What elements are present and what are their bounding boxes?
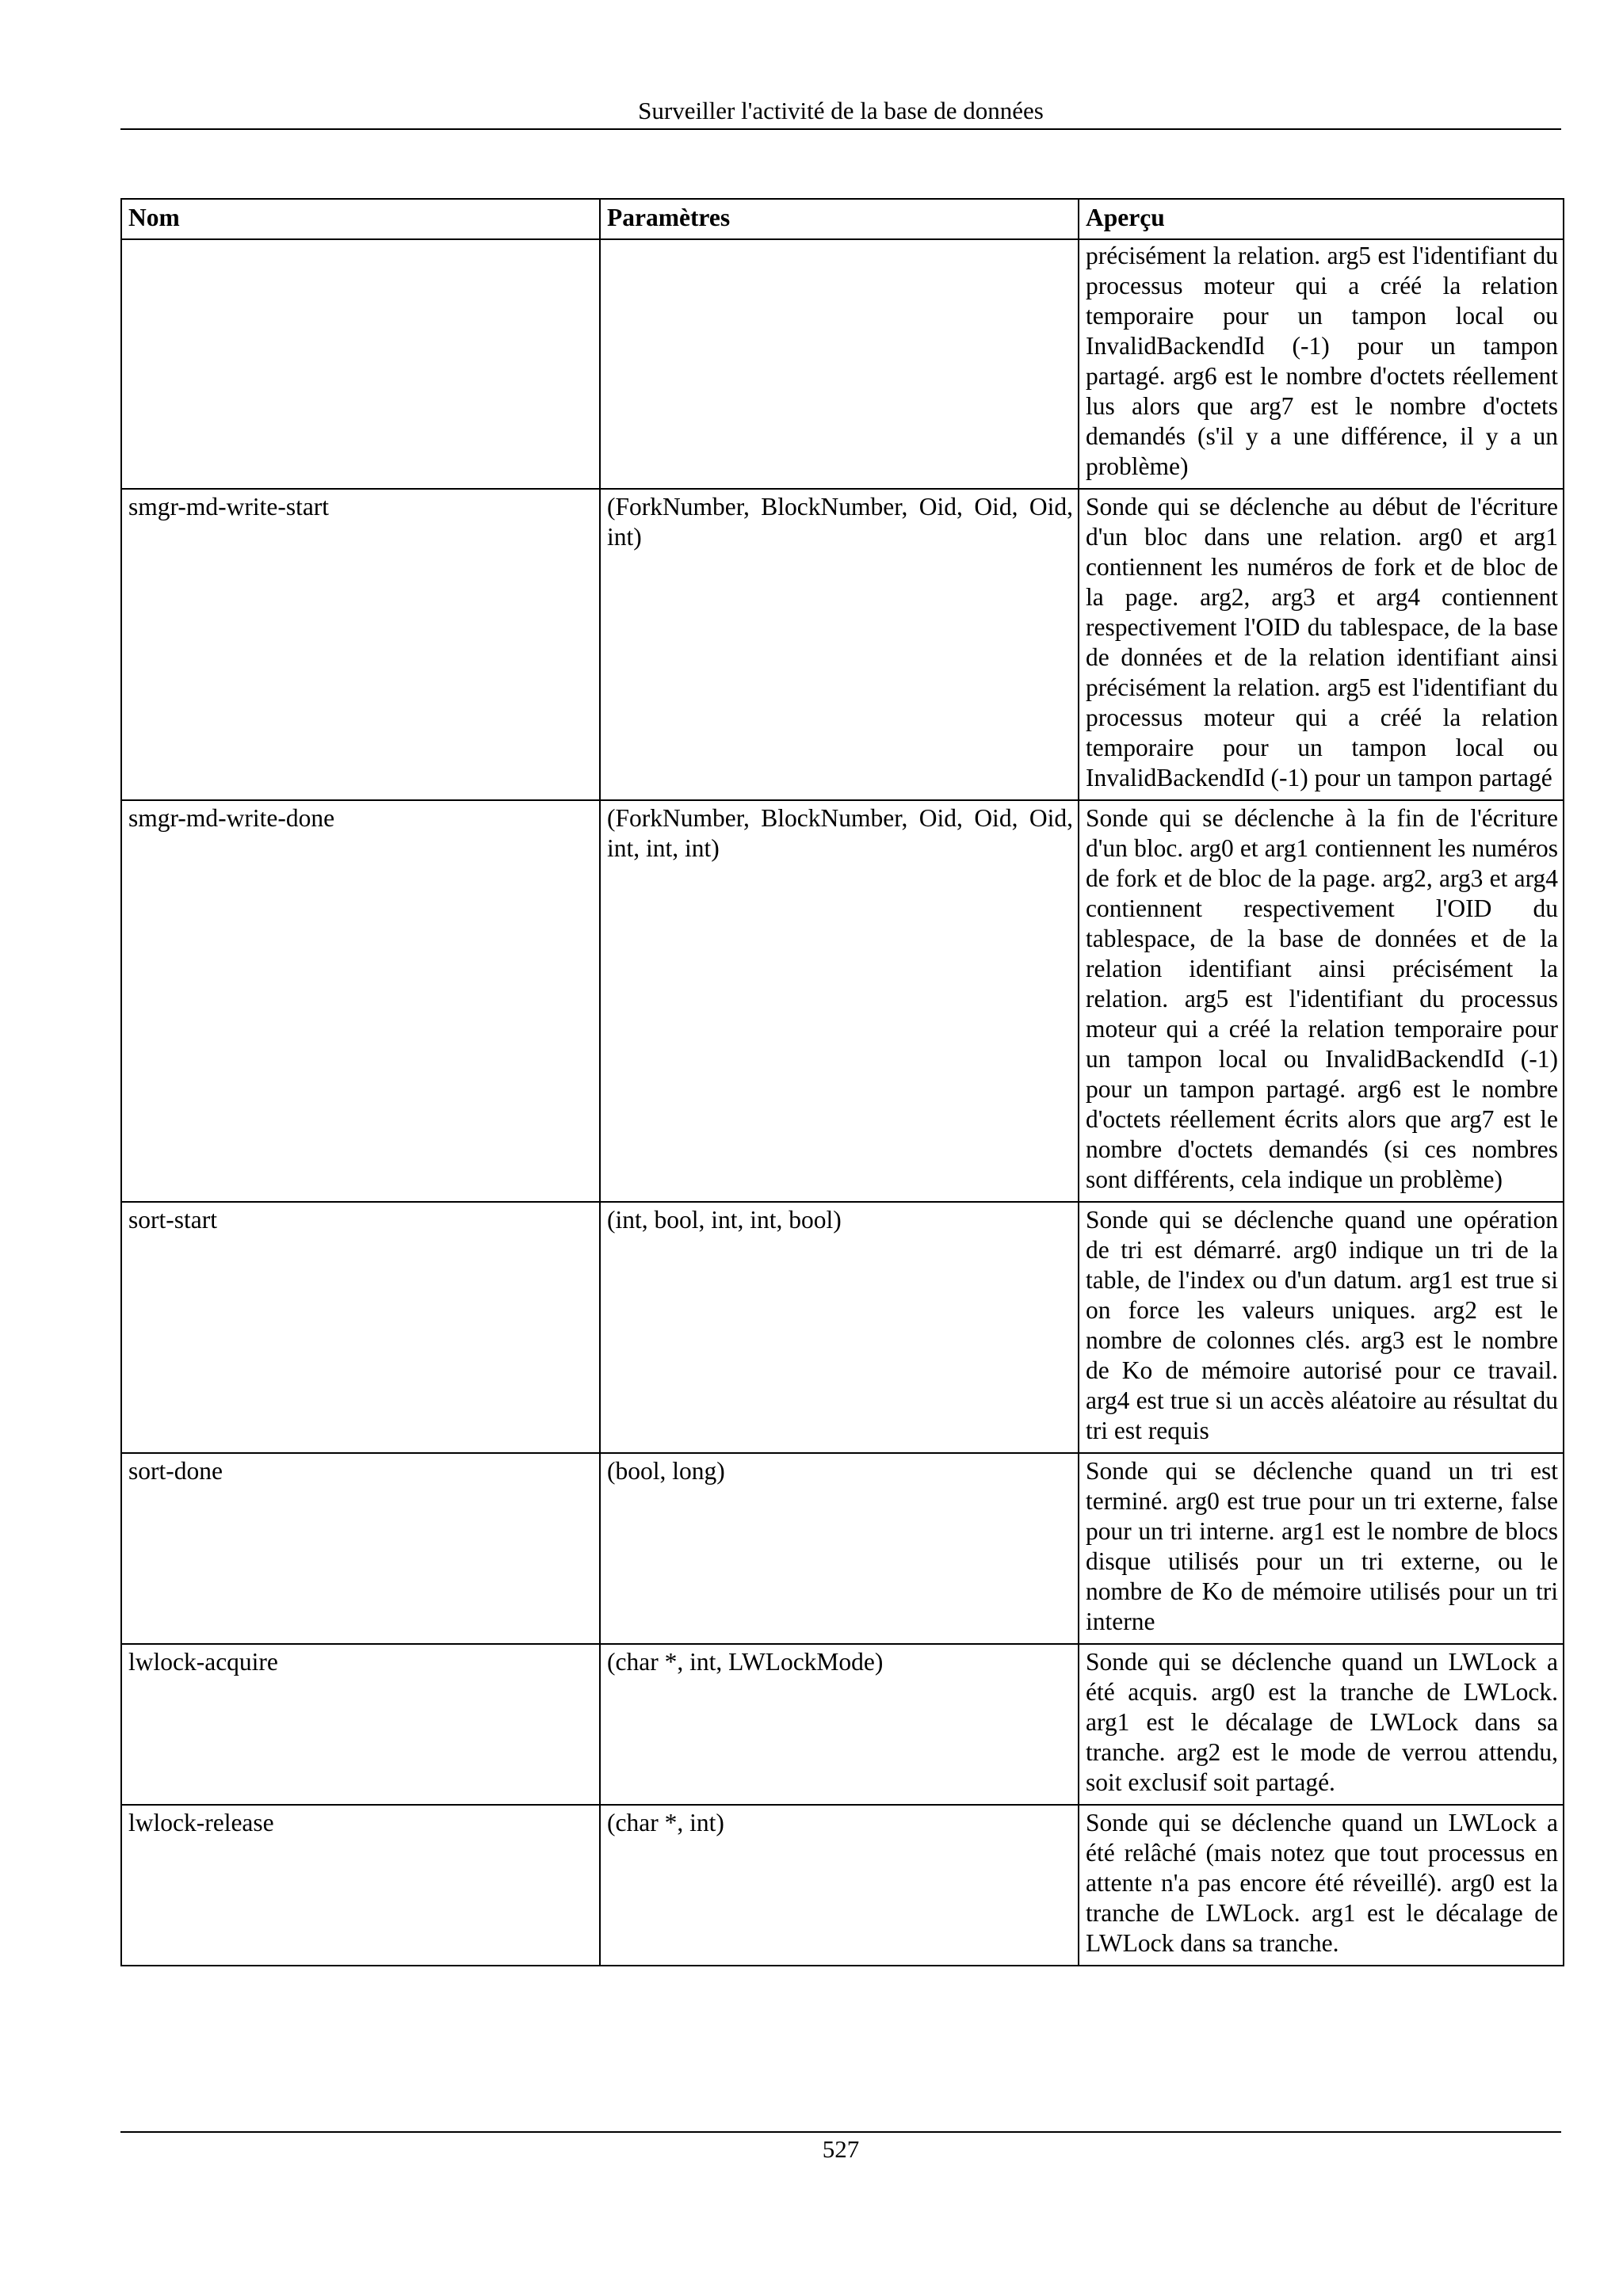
row-description: Sonde qui se déclenche quand un LWLock a été acquis. arg0 est la tranche de LWLock. arg1 est le décalage de LWLock dans sa tranche. arg2 est le mode de verrou attendu, soit exclusif soit partagé. xyxy=(1079,1644,1564,1805)
page-number: 527 xyxy=(822,2135,860,2163)
row-params: (int, bool, int, int, bool) xyxy=(600,1202,1079,1453)
row-name: lwlock-acquire xyxy=(121,1644,600,1805)
table-row xyxy=(121,239,1564,489)
row-description: Sonde qui se déclenche quand une opération de tri est démarré. arg0 indique un tri de la table, de l'index ou d'un datum. arg1 est true si on force les valeurs uniques. arg2 est le nombre de colonnes clés. arg3 est le nombre de Ko de mémoire autorisé pour ce travail. arg4 est true si un accès aléatoire au résultat du tri est requis xyxy=(1079,1202,1564,1453)
row-params: (ForkNumber, BlockNumber, Oid, Oid, Oid, int) xyxy=(600,489,1079,800)
row-name: sort-start xyxy=(121,1202,600,1453)
row-name: lwlock-release xyxy=(121,1805,600,1966)
row-params xyxy=(600,239,1079,489)
row-name: smgr-md-write-done xyxy=(121,800,600,1202)
table-row xyxy=(121,1644,1564,1805)
table-row xyxy=(121,800,1564,1202)
row-description: Sonde qui se déclenche quand un LWLock a été relâché (mais notez que tout processus en attente n'a pas encore été réveillé). arg0 est la tranche de LWLock. arg1 est le décalage de LWLock dans sa tranche. xyxy=(1079,1805,1564,1966)
table-row xyxy=(121,1453,1564,1644)
column-header-nom: Nom xyxy=(121,199,600,239)
header-divider xyxy=(120,128,1561,130)
table-row xyxy=(121,489,1564,800)
row-params: (char *, int) xyxy=(600,1805,1079,1966)
probe-table xyxy=(120,198,1564,1966)
row-params: (char *, int, LWLockMode) xyxy=(600,1644,1079,1805)
row-params: (bool, long) xyxy=(600,1453,1079,1644)
row-description: précisément la relation. arg5 est l'identifiant du processus moteur qui a créé la relation temporaire pour un tampon local ou InvalidBackendId (-1) pour un tampon partagé. arg6 est le nombre d'octets réellement lus alors que arg7 est le nombre d'octets demandés (s'il y a une différence, il y a un problème) xyxy=(1079,239,1564,489)
row-name: sort-done xyxy=(121,1453,600,1644)
column-header-parametres: Paramètres xyxy=(600,199,1079,239)
row-description: Sonde qui se déclenche au début de l'écriture d'un bloc dans une relation. arg0 et arg1 contiennent les numéros de fork et de bloc de la page. arg2, arg3 et arg4 contiennent respectivement l'OID du tablespace, de la base de données et de la relation identifiant ainsi précisément la relation. arg5 est l'identifiant du processus moteur qui a créé la relation temporaire pour un tampon local ou InvalidBackendId (-1) pour un tampon partagé xyxy=(1079,489,1564,800)
row-name xyxy=(121,239,600,489)
column-header-apercu: Aperçu xyxy=(1079,199,1564,239)
row-name: smgr-md-write-start xyxy=(121,489,600,800)
table-header-row xyxy=(121,199,1564,239)
table-row xyxy=(121,1202,1564,1453)
page-header-title: Surveiller l'activité de la base de données xyxy=(638,97,1044,124)
row-description: Sonde qui se déclenche à la fin de l'écriture d'un bloc. arg0 et arg1 contiennent les numéros de fork et de bloc de la page. arg2, arg3 et arg4 contiennent respectivement l'OID du tablespace, de la base de données et de la relation identifiant ainsi précisément la relation. arg5 est l'identifiant du processus moteur qui a créé la relation temporaire pour un tampon local ou InvalidBackendId (-1) pour un tampon partagé. arg6 est le nombre d'octets réellement écrits alors que arg7 est le nombre d'octets demandés (si ces nombres sont différents, cela indique un problème) xyxy=(1079,800,1564,1202)
row-params: (ForkNumber, BlockNumber, Oid, Oid, Oid, int, int, int) xyxy=(600,800,1079,1202)
row-description: Sonde qui se déclenche quand un tri est terminé. arg0 est true pour un tri externe, false pour un tri interne. arg1 est le nombre de blocs disque utilisés pour un tri externe, ou le nombre de Ko de mémoire utilisés pour un tri interne xyxy=(1079,1453,1564,1644)
table-row xyxy=(121,1805,1564,1966)
